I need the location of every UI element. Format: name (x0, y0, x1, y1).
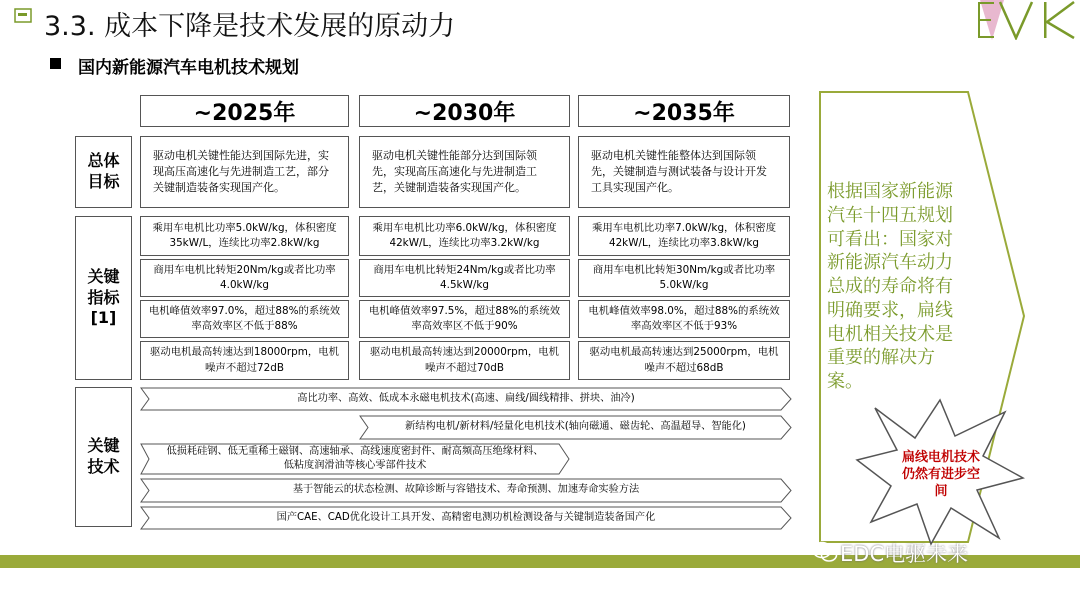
subtitle: 国内新能源汽车电机技术规划 (78, 58, 299, 78)
row-label-metrics-text: 关键指标[1] (87, 266, 120, 328)
row-label-goals (75, 136, 132, 208)
tech-arrow (359, 415, 792, 440)
metric-cell: 乘用车电机比功率5.0kW/kg，体积密度35kW/L，连续比功率2.8kW/kg (140, 216, 349, 256)
goal-cell-2030: 驱动电机关键性能部分达到国际领先，实现高压高速化与先进制造工艺，关键制造装备实现国产化。 (359, 136, 570, 208)
row-label-tech-text: 关键技术 (87, 436, 120, 476)
tech-arrow (140, 387, 792, 411)
title-bullet-icon (14, 8, 32, 24)
row-label-tech (75, 387, 132, 527)
watermark: EDC电驱未来 (840, 542, 969, 566)
goal-cell-2025: 驱动电机关键性能达到国际先进，实现高压高速化与先进制造工艺，部分关键制造装备实现国产化。 (140, 136, 349, 208)
metric-cell: 电机峰值效率97.0%，超过88%的系统效率高效率区不低于88% (140, 300, 349, 338)
tech-arrow-text: 新结构电机/新材料/轻量化电机技术(轴向磁通、磁齿轮、高温超导、智能化) (405, 421, 746, 433)
burst-callout-text: 扁线电机技术仍然有进步空间 (901, 450, 980, 499)
tech-arrow (140, 478, 792, 503)
page-title: 3.3. 成本下降是技术发展的原动力 (44, 11, 456, 42)
evk-logo (974, 0, 1080, 40)
metric-cell: 电机峰值效率98.0%，超过88%的系统效率高效率区不低于93% (578, 300, 790, 338)
tech-arrow (140, 506, 792, 530)
metric-cell: 商用车电机比转矩30Nm/kg或者比功率5.0kW/kg (578, 259, 790, 297)
side-note: 根据国家新能源汽车十四五规划可看出：国家对新能源汽车动力总成的寿命将有明确要求，扁线电机相关技术是重要的解决方案。 (827, 181, 953, 392)
metric-cell: 驱动电机最高转速达到25000rpm，电机噪声不超过68dB (578, 341, 790, 380)
subtitle-bullet (50, 58, 61, 69)
column-header-2030: ~2030年 (359, 95, 570, 127)
metric-cell: 商用车电机比转矩24Nm/kg或者比功率4.5kW/kg (359, 259, 570, 297)
metric-cell: 商用车电机比转矩20Nm/kg或者比功率4.0kW/kg (140, 259, 349, 297)
tech-arrow-text: 低损耗硅钢、低无重稀土磁钢、高速轴承、高线速度密封件、耐高频高压绝缘材料、低粘度润滑油等核心零部件技术 (166, 445, 544, 471)
metric-cell: 电机峰值效率97.5%，超过88%的系统效率高效率区不低于90% (359, 300, 570, 338)
row-label-metrics (75, 216, 132, 380)
tech-arrow (140, 443, 570, 475)
metric-cell: 驱动电机最高转速达到20000rpm，电机噪声不超过70dB (359, 341, 570, 380)
tech-arrow-text: 国产CAE、CAD优化设计工具开发、高精密电测功机检测设备与关键制造装备国产化 (276, 511, 656, 523)
wechat-icon (812, 541, 838, 563)
metric-cell: 驱动电机最高转速达到18000rpm，电机噪声不超过72dB (140, 341, 349, 380)
tech-arrow-text: 基于智能云的状态检测、故障诊断与容错技术、寿命预测、加速寿命实验方法 (292, 484, 640, 496)
metric-cell: 乘用车电机比功率6.0kW/kg，体积密度42kW/L，连续比功率3.2kW/kg (359, 216, 570, 256)
column-header-2035: ~2035年 (578, 95, 790, 127)
row-label-goals-text: 总体目标 (87, 151, 120, 191)
tech-arrow-text: 高比功率、高效、低成本永磁电机技术(高速、扁线/圆线精排、拼块、油冷) (297, 392, 635, 404)
metric-cell: 乘用车电机比功率7.0kW/kg，体积密度42kW/L，连续比功率3.8kW/kg (578, 216, 790, 256)
goal-cell-2035: 驱动电机关键性能整体达到国际领先，关键制造与测试装备与设计开发工具实现国产化。 (578, 136, 790, 208)
column-header-2025: ~2025年 (140, 95, 349, 127)
